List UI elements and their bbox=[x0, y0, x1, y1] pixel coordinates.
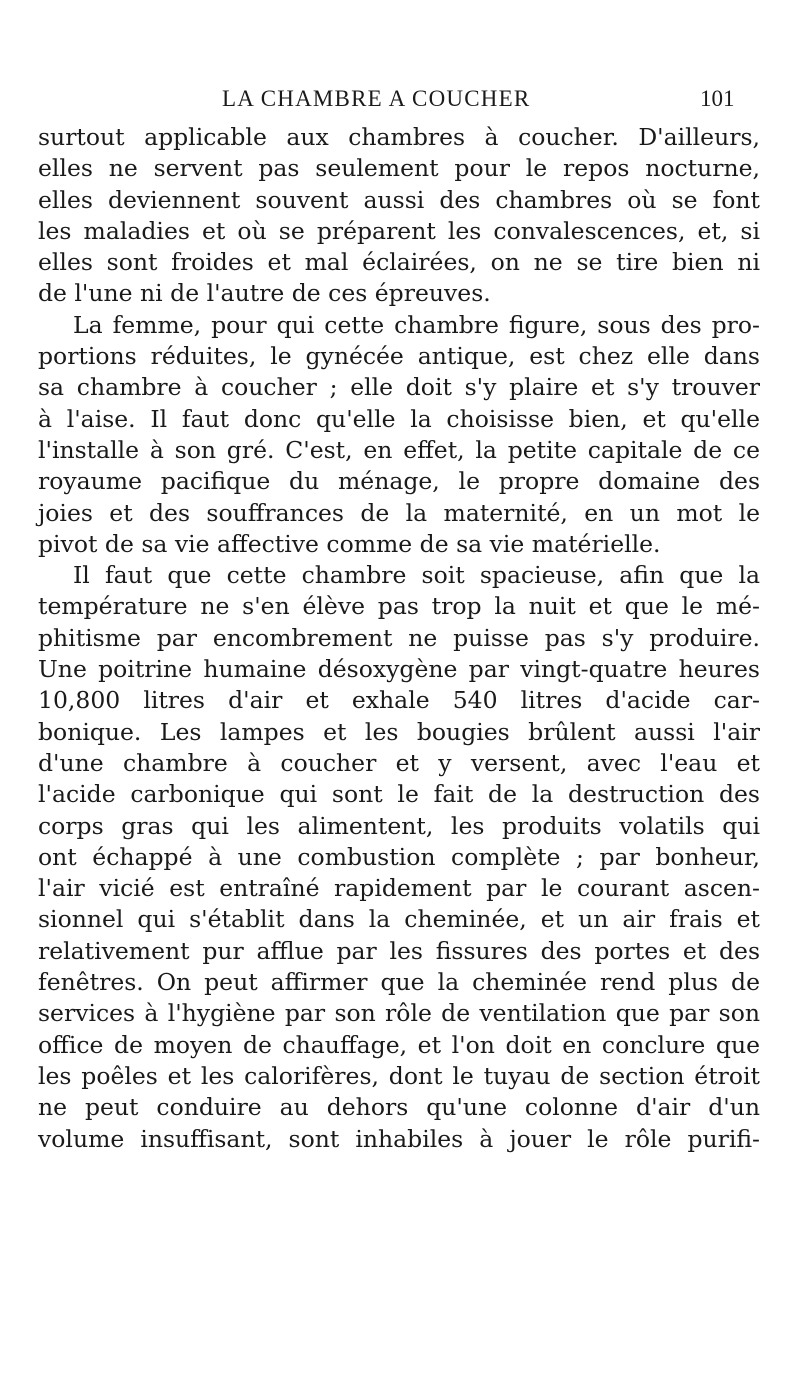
text-line: bonique. Les lampes et les bougies brûlent aussi l'air bbox=[38, 717, 760, 746]
text-line: La femme, pour qui cette chambre figure, sous des pro- bbox=[73, 310, 760, 339]
text-line: sa chambre à coucher ; elle doit s'y plaire et s'y trouver bbox=[38, 373, 760, 402]
running-title: LA CHAMBRE A COUCHER bbox=[222, 86, 531, 111]
text-line: l'acide carbonique qui sont le fait de la destruction des bbox=[38, 780, 760, 809]
text-line: surtout applicable aux chambres à coucher. D'ailleurs, bbox=[38, 123, 760, 151]
page-number: 101 bbox=[700, 86, 735, 111]
text-line: corps gras qui les alimentent, les produits volatils qui bbox=[38, 811, 760, 840]
running-header bbox=[0, 86, 800, 116]
text-line: ont échappé à une combustion complète ; par bonheur, bbox=[38, 842, 760, 871]
text-line: relativement pur afflue par les fissures des portes et des bbox=[38, 936, 760, 965]
text-line: office de moyen de chauffage, et l'on doit en conclure que bbox=[38, 1030, 760, 1059]
text-line: Il faut que cette chambre soit spacieuse, afin que la bbox=[73, 561, 760, 590]
text-line: pivot de sa vie affective comme de sa vie matérielle. bbox=[38, 529, 661, 558]
body-text bbox=[38, 122, 760, 1155]
text-line: l'air vicié est entraîné rapidement par le courant ascen- bbox=[38, 874, 760, 903]
text-line: services à l'hygiène par son rôle de ventilation que par son bbox=[38, 999, 760, 1028]
text-line: joies et des souffrances de la maternité, en un mot le bbox=[38, 498, 760, 527]
text-line: les maladies et où se préparent les convalescences, et, si bbox=[38, 216, 760, 245]
text-line: température ne s'en élève pas trop la nuit et que le mé- bbox=[38, 592, 760, 621]
text-line: portions réduites, le gynécée antique, est chez elle dans bbox=[38, 342, 760, 371]
text-line: les poêles et les calorifères, dont le tuyau de section étroit bbox=[38, 1061, 760, 1090]
text-line: à l'aise. Il faut donc qu'elle la choisisse bien, et qu'elle bbox=[38, 404, 760, 433]
text-line: elles deviennent souvent aussi des chambres où se font bbox=[38, 185, 760, 214]
text-line: Une poitrine humaine désoxygène par vingt-quatre heures bbox=[38, 655, 760, 684]
text-line: l'installe à son gré. C'est, en effet, la petite capitale de ce bbox=[38, 435, 760, 464]
text-line: 10,800 litres d'air et exhale 540 litres d'acide car- bbox=[38, 686, 760, 715]
text-line: volume insuffisant, sont inhabiles à jouer le rôle purifi- bbox=[38, 1124, 760, 1153]
text-line: royaume pacifique du ménage, le propre domaine des bbox=[38, 467, 760, 496]
text-line: phitisme par encombrement ne puisse pas s'y produire. bbox=[38, 623, 760, 652]
text-line: fenêtres. On peut affirmer que la cheminée rend plus de bbox=[38, 968, 760, 997]
text-line: de l'une ni de l'autre de ces épreuves. bbox=[38, 279, 491, 308]
text-line: ne peut conduire au dehors qu'une colonne d'air d'un bbox=[38, 1093, 760, 1122]
paragraph-3 bbox=[38, 560, 760, 1155]
text-line: elles sont froides et mal éclairées, on ne se tire bien ni bbox=[38, 248, 760, 277]
text-line: sionnel qui s'établit dans la cheminée, et un air frais et bbox=[38, 905, 760, 934]
paragraph-1 bbox=[38, 122, 760, 310]
text-line: elles ne servent pas seulement pour le repos nocturne, bbox=[38, 154, 760, 183]
text-line: d'une chambre à coucher et y versent, avec l'eau et bbox=[38, 748, 760, 777]
paragraph-2 bbox=[38, 310, 760, 560]
